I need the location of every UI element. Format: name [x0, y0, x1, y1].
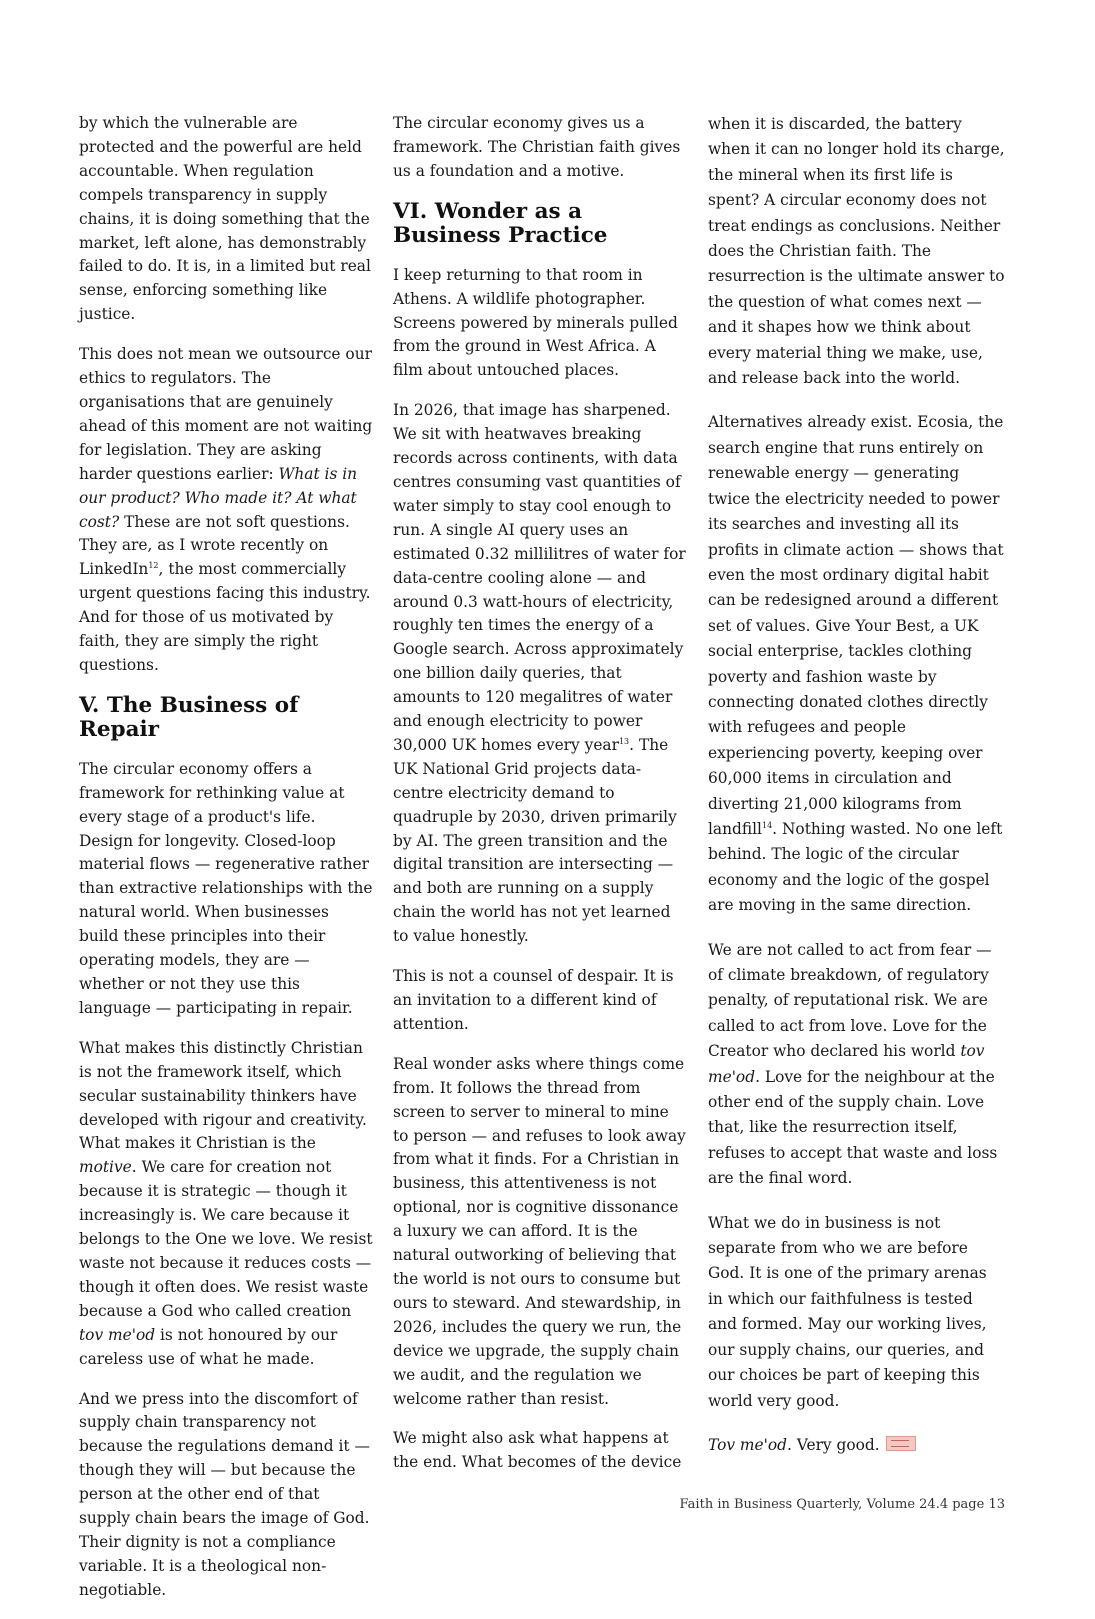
paragraph: In 2026, that image has sharpened. We sit with heatwaves breaking records across continents, with data centres consuming vast quantities of water simply to stay cool enough to run. A single AI query uses an estimated 0.32 millilitres of water for data-centre cooling alone — and around 0.3 watt-hours of electricity, roughly ten times the energy of a Google search. Across approximately one billion daily queries, that amounts to 120 megalitres of water and enough electricity to power 30,000 UK homes every year$^{13}$. The UK National Grid projects data-centre electricity demand to quadruple by 2030, driven primarily by AI. The green transition and the digital transition are intersecting — and both are running on a supply chain the world has not yet learned to value honestly. — [393, 401, 686, 946]
paragraph: We might also ask what happens at the end. What becomes of the device — [393, 1429, 682, 1472]
section-heading-vi: VI. Wonder as a Business Practice — [393, 198, 608, 248]
footnote-ref[interactable]: 12 — [148, 561, 159, 571]
paragraph: I keep returning to that room in Athens. A wildlife photographer. Screens powered by minerals pulled from the ground in West Africa. A film about untouched places. — [393, 265, 678, 380]
paragraph: This does not mean we outsource our ethics to regulators. The organisations that are genuinely ahead of this moment are not waiting for legislation. They are asking harder questions earlier: What is in our product? Who made it? At what cost? These are not soft questions. They are, as I wrote recently on LinkedIn$^{12}$, the most commercially urgent questions facing this industry. And for those of us motivated by faith, they are simply the right questions. — [79, 345, 373, 674]
paragraph: The circular economy gives us a framework. The Christian faith gives us a foundation and a motive. — [393, 114, 681, 180]
section-heading-v: V. The Business of Repair — [79, 692, 299, 742]
paragraph: Alternatives already exist. Ecosia, the search engine that runs entirely on renewable energy — generating twice the electricity needed to power its searches and investing all its profits in climate action — shows that even the most ordinary digital habit can be redesigned around a different set of values. Give Your Best, a UK social enterprise, tackles clothing poverty and fashion waste by connecting donated clothes directly with refugees and people experiencing poverty, keeping over 60,000 items in circulation and diverting 21,000 kilograms from landfill$^{14}$. Nothing wasted. No one left behind. The logic of the circular economy and the logic of the gospel are moving in the same direction. — [708, 413, 1004, 915]
paragraph: when it is discarded, the battery when it can no longer hold its charge, the mineral when its first life is spent? A circular economy does not treat endings as conclusions. Neither does the Christian faith. The resurrection is the ultimate answer to the question of what comes next — and it shapes how we think about every material thing we make, use, and release back into the world. — [708, 115, 1005, 388]
paragraph: Real wonder asks where things come from. It follows the thread from screen to server to mineral to mine to person — and refuses to look away from what it finds. For a Christian in business, this attentiveness is not optional, nor is cognitive dissonance a luxury we can afford. It is the natural outworking of believing that the world is not ours to consume but ours to steward. And stewardship, in 2026, includes the query we run, the device we upgrade, the supply chain we audit, and the regulation we welcome rather than resist. — [393, 1054, 686, 1408]
paragraph: by which the vulnerable are protected and the powerful are held accountable. When regulation compels transparency in supply chains, it is doing something that the market, left alone, has demonstrably failed to do. It is, in a limited but real sense, enforcing something like justice. — [79, 114, 371, 324]
paragraph: This is not a counsel of despair. It is an invitation to a different kind of attention. — [393, 967, 674, 1033]
paragraph: What we do in business is not separate from who we are before God. It is one of the primary arenas in which our faithfulness is tested and formed. May our working lives, our supply chains, our queries, and our choices be part of keeping this world very good. — [708, 1213, 987, 1410]
closing-line: Tov me'od. Very good. — [708, 1433, 1006, 1458]
page-footer: Faith in Business Quarterly, Volume 24.4 page 13 — [679, 1497, 1005, 1512]
footnote-ref[interactable]: 14 — [761, 820, 773, 830]
paragraph: What makes this distinctly Christian is not the framework itself, which secular sustainability thinkers have developed with rigour and creativity. What makes it Christian is the motive. We care for creation not because it is strategic — though it increasingly is. We care because it belongs to the One we love. We resist waste not because it reduces costs — though it often does. We resist waste because a God who called creation tov me'od is not honoured by our careless use of what he made. — [79, 1038, 373, 1368]
column-middle — [393, 112, 687, 1491]
column-left — [79, 112, 373, 1619]
column-right — [708, 112, 1006, 1477]
paragraph: The circular economy offers a framework for rethinking value at every stage of a product's life. Design for longevity. Closed-loop material flows — regenerative rather than extractive relationships with the natural world. When businesses build these principles into their operating models, they are — whether or not they use this language — participating in repair. — [79, 759, 373, 1017]
paragraph: And we press into the discomfort of supply chain transparency not because the regulations demand it — though they will — but because the person at the other end of that supply chain bears the image of God. Their dignity is not a compliance variable. It is a theological non-negotiable. — [79, 1389, 370, 1599]
end-of-article-icon — [886, 1436, 916, 1451]
paragraph: We are not called to act from fear — of climate breakdown, of regulatory penalty, of reputational risk. We are called to act from love. Love for the Creator who declared his world tov me'od. Love for the neighbour at the other end of the supply chain. Love that, like the resurrection itself, refuses to accept that waste and loss are the final word. — [708, 940, 998, 1188]
footnote-ref[interactable]: 13 — [618, 736, 630, 746]
